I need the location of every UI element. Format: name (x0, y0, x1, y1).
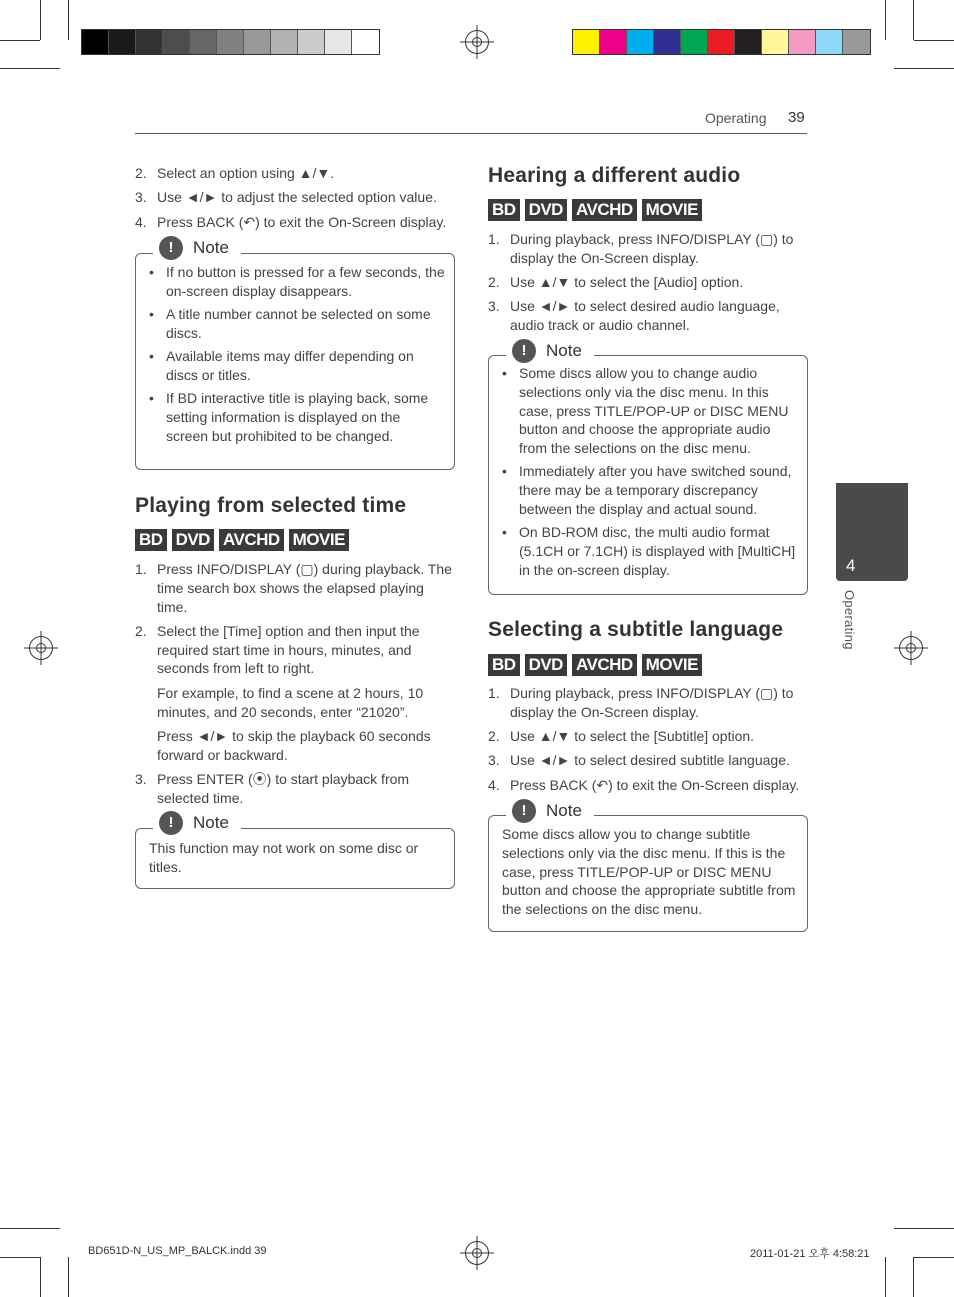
disc-type-badge: AVCHD (219, 529, 284, 551)
chapter-number: 4 (846, 556, 856, 575)
step-number: 2. (488, 728, 500, 745)
step-item (488, 273, 808, 292)
color-swatch (352, 30, 379, 54)
crop-mark (68, 1257, 69, 1297)
note-item: • A title number cannot be selected on some discs. (149, 305, 445, 343)
color-swatch (627, 30, 654, 54)
footer-file: BD651D-N_US_MP_BALCK.indd 39 (88, 1245, 267, 1257)
step-text: Press BACK (↶) to exit the On-Screen display. (510, 776, 800, 793)
note-item: • Available items may differ depending on discs or titles. (149, 347, 445, 385)
crop-mark (894, 68, 954, 69)
note-text: Some discs allow you to change subtitle selections only via the disc menu. If this is the case, press TITLE/POP-UP or DISC MENU button and choose the appropriate subtitle from the selections on the disc menu. (502, 826, 796, 918)
disc-badges (135, 529, 349, 551)
step-number: 2. (135, 622, 147, 639)
color-swatch (109, 30, 136, 54)
step-item (135, 213, 455, 232)
crop-mark (40, 1257, 41, 1297)
disc-type-badge: MOVIE (642, 654, 702, 676)
crop-mark (0, 1228, 60, 1229)
page-number: 39 (788, 109, 805, 126)
step-text: Select the [Time] option and then input the required start time in hours, minutes, and seconds from left to right. (157, 622, 420, 677)
step-number: 4. (488, 776, 500, 793)
color-swatch (217, 30, 244, 54)
note-title: Note (546, 801, 582, 820)
step-text: Press BACK (↶) to exit the On-Screen display. (157, 213, 447, 230)
exclamation-icon: ! (512, 339, 536, 363)
step-number: 1. (488, 231, 500, 247)
disc-type-badge: MOVIE (289, 529, 349, 551)
exclamation-icon: ! (159, 811, 183, 835)
crop-mark (0, 68, 60, 69)
step-text: Use ◄/► to select desired subtitle language. (510, 752, 790, 769)
step-number: 2. (488, 274, 500, 291)
step-text: Use ▲/▼ to select the [Audio] option. (510, 274, 744, 291)
exclamation-icon: ! (512, 799, 536, 823)
color-swatch (843, 30, 870, 54)
note-item: • On BD-ROM disc, the multi audio format (5.1CH or 7.1CH) is displayed with [MultiCH] in the on-screen display. (502, 523, 800, 579)
step-item (488, 684, 808, 722)
disc-type-badge: AVCHD (572, 199, 637, 221)
crop-mark (885, 1257, 886, 1297)
step-item (488, 297, 808, 335)
disc-type-badge: DVD (172, 529, 214, 551)
registration-mark-icon (899, 636, 923, 660)
color-swatch (163, 30, 190, 54)
color-swatch (735, 30, 762, 54)
note-header (506, 799, 594, 823)
step-item (135, 164, 455, 183)
step-text: Use ◄/► to adjust the selected option value. (157, 189, 437, 206)
step-item (488, 230, 808, 268)
step-number: 2. (135, 165, 147, 181)
audio-steps (488, 230, 808, 340)
footer-timestamp: 2011-01-21 오후 4:58:21 (750, 1248, 870, 1260)
color-swatches (572, 29, 871, 55)
step-number: 1. (135, 561, 147, 577)
color-swatch (816, 30, 843, 54)
disc-type-badge: DVD (525, 654, 567, 676)
step-text: Use ◄/► to select desired audio language, audio track or audio channel. (510, 298, 780, 334)
color-swatch (271, 30, 298, 54)
disc-badges (488, 199, 702, 221)
color-swatch (654, 30, 681, 54)
color-swatch (600, 30, 627, 54)
step-number: 4. (135, 213, 147, 230)
crop-mark (914, 1257, 954, 1258)
step-item (135, 770, 455, 808)
crop-mark (68, 0, 69, 40)
step-text: Press ENTER (⦿) to start playback from selected time. (157, 770, 410, 806)
registration-mark-icon (29, 636, 53, 660)
step-extra-text: Press ◄/► to skip the playback 60 seconds forward or backward. (157, 727, 431, 763)
color-swatch (190, 30, 217, 54)
crop-mark (0, 1257, 40, 1258)
color-swatch (573, 30, 600, 54)
step-text: Use ▲/▼ to select the [Subtitle] option. (510, 728, 755, 745)
disc-type-badge: BD (488, 199, 520, 221)
step-item (488, 727, 808, 746)
note-text: This function may not work on some disc or titles. (149, 840, 419, 875)
note-title: Note (193, 238, 229, 257)
note-item: • Immediately after you have switched sound, there may be a temporary discrepancy between the display and actual sound. (502, 462, 800, 518)
grayscale-swatches (81, 29, 380, 55)
crop-mark (914, 40, 954, 41)
header-section: Operating (705, 110, 767, 126)
step-extra-text: For example, to find a scene at 2 hours, 10 minutes, and 20 seconds, enter “21020”. (157, 684, 424, 720)
step-text: Select an option using ▲/▼. (157, 165, 335, 181)
playing-steps (135, 560, 455, 813)
step-item (135, 188, 455, 207)
disc-badges (488, 654, 702, 676)
step-number: 3. (488, 298, 500, 315)
registration-mark-icon (465, 30, 489, 54)
step-number: 3. (488, 752, 500, 769)
color-swatch (762, 30, 789, 54)
note-header (153, 236, 241, 260)
crop-mark (913, 0, 914, 40)
step-text: Press INFO/DISPLAY (▢) during playback. The time search box shows the elapsed playing time. (157, 561, 452, 615)
step-number: 3. (135, 189, 147, 206)
disc-type-badge: DVD (525, 199, 567, 221)
color-swatch (681, 30, 708, 54)
step-item (135, 622, 455, 765)
disc-type-badge: BD (135, 529, 167, 551)
note-title: Note (193, 813, 229, 832)
note-list (149, 263, 445, 450)
color-swatch (244, 30, 271, 54)
step-item (488, 751, 808, 770)
color-swatch (325, 30, 352, 54)
step-text: During playback, press INFO/DISPLAY (▢) to display the On-Screen display. (510, 231, 794, 266)
step-text: During playback, press INFO/DISPLAY (▢) to display the On-Screen display. (510, 685, 794, 720)
color-swatch (298, 30, 325, 54)
note-header (506, 339, 594, 363)
note-header (153, 811, 241, 835)
section-title-playing: Playing from selected time (135, 494, 407, 517)
step-number: 1. (488, 685, 500, 701)
crop-mark (885, 0, 886, 40)
left-steps (135, 164, 455, 237)
step-item (135, 560, 455, 616)
registration-mark-icon (465, 1241, 489, 1265)
note-item: • If BD interactive title is playing back, some setting information is displayed on the screen but prohibited to be changed. (149, 389, 445, 445)
step-number: 3. (135, 770, 147, 787)
header-divider (135, 133, 807, 134)
note-item: • If no button is pressed for a few seconds, the on-screen display disappears. (149, 263, 445, 301)
step-item (488, 776, 808, 795)
crop-mark (913, 1257, 914, 1297)
exclamation-icon: ! (159, 236, 183, 260)
chapter-label: Operating (842, 590, 857, 650)
disc-type-badge: MOVIE (642, 199, 702, 221)
color-swatch (789, 30, 816, 54)
note-title: Note (546, 341, 582, 360)
note-item: • Some discs allow you to change audio selections only via the disc menu. In this case, press TITLE/POP-UP or DISC MENU button and choose the appropriate audio from the selections on the disc menu. (502, 364, 800, 458)
subtitle-steps (488, 684, 808, 800)
crop-mark (0, 40, 40, 41)
crop-mark (894, 1228, 954, 1229)
section-title-audio: Hearing a different audio (488, 164, 741, 187)
section-title-subtitle: Selecting a subtitle language (488, 618, 784, 641)
color-swatch (82, 30, 109, 54)
disc-type-badge: AVCHD (572, 654, 637, 676)
disc-type-badge: BD (488, 654, 520, 676)
note-list (502, 364, 800, 584)
color-swatch (708, 30, 735, 54)
crop-mark (40, 0, 41, 40)
color-swatch (136, 30, 163, 54)
